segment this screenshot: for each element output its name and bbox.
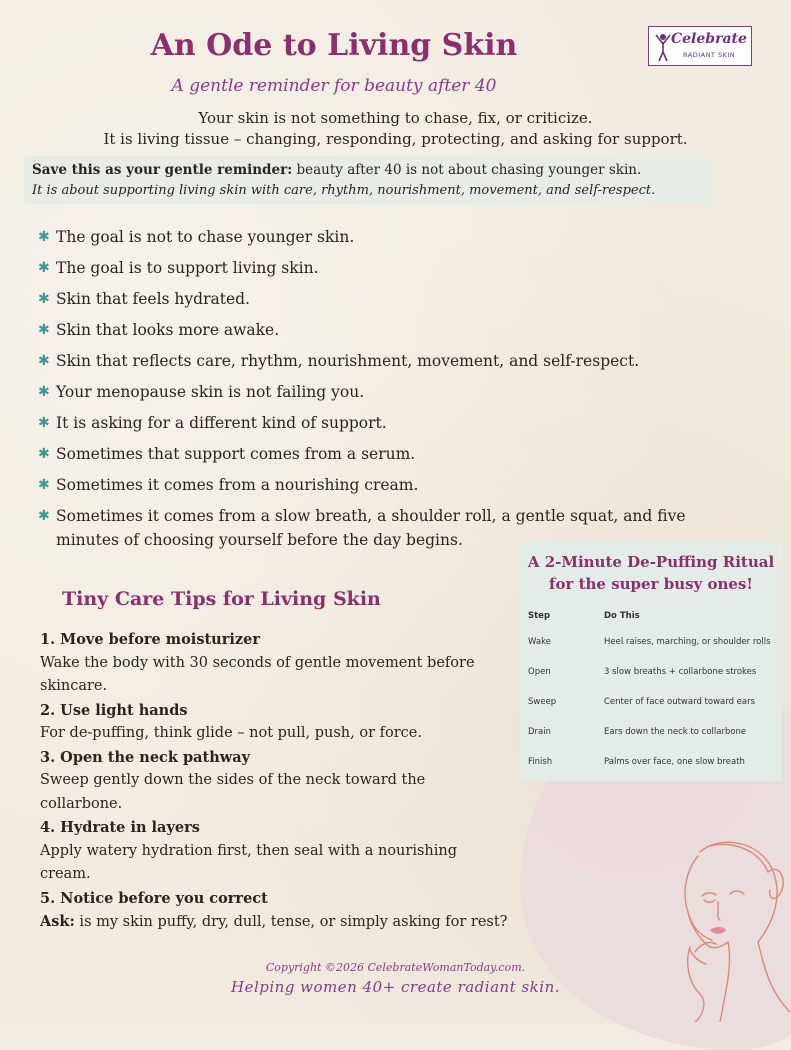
list-item [38,439,698,470]
list-item [38,315,698,346]
list-item [38,253,698,284]
list-item [38,377,698,408]
list-item-continuation: minutes of choosing yourself before the day begins. [56,531,463,549]
list-item [38,346,698,377]
tip-heading: 5. Notice before you correct [40,889,268,907]
table-row [528,627,771,657]
page-subtitle: A gentle reminder for beauty after 40 [171,76,497,96]
step-cell: Wake [528,637,551,647]
tip-heading: 3. Open the neck pathway [40,748,251,766]
asterisk-icon: ✱ [38,260,50,276]
reminder-line [32,162,641,178]
action-cell: Heel raises, marching, or shoulder rolls [604,637,771,647]
list-item-text: Skin that reflects care, rhythm, nourishment, movement, and self-respect. [56,352,640,370]
asterisk-icon: ✱ [38,477,50,493]
ritual-title-line: A 2-Minute De-Puffing Ritual [527,553,775,571]
table-row [528,747,771,777]
list-item [38,284,698,315]
tip-text [40,910,510,935]
list-item-text: Your menopause skin is not failing you. [56,383,365,401]
tip-heading: 4. Hydrate in layers [40,819,200,836]
tips-list [40,628,510,935]
tip-heading: 2. Use light hands [40,701,188,719]
asterisk-icon: ✱ [38,291,50,307]
list-item [38,408,698,439]
brand-logo [648,26,752,66]
celebrate-figure-icon [655,32,671,62]
asterisk-icon: ✱ [38,322,50,338]
list-item-text: Sometimes it comes from a slow breath, a shoulder roll, a gentle squat, and five [56,507,686,525]
reminder-text: beauty after 40 is not about chasing younger skin. [292,162,642,178]
asterisk-icon: ✱ [38,384,50,400]
table-row [528,657,771,687]
ritual-title-line: for the super busy ones! [549,575,753,593]
ask-label: Ask: [40,913,75,930]
reminder-box [24,156,714,204]
list-item-text: Sometimes it comes from a nourishing cream. [56,476,419,494]
tip-heading: 1. Move before moisturizer [40,631,260,648]
step-cell: Open [528,667,551,677]
list-item-text: The goal is to support living skin. [56,259,319,277]
logo-brand-text: Celebrate [671,31,747,47]
tip-text: Wake the body with 30 seconds of gentle movement before skincare. [40,654,475,694]
action-cell: Center of face outward toward ears [604,697,756,707]
intro-line: Your skin is not something to chase, fix, or criticize. [198,109,593,127]
ritual-table [528,605,771,777]
intro [0,108,791,150]
ritual-panel [520,541,782,781]
intro-line: It is living tissue – changing, responding, protecting, and asking for support. [103,130,688,148]
list-item [38,222,698,253]
copyright-text: Copyright ©2026 CelebrateWomanToday.com. [265,961,526,974]
column-header-do: Do This [604,611,640,621]
table-row [528,717,771,747]
tip-text: Sweep gently down the sides of the neck toward the collarbone. [40,772,426,812]
step-cell: Sweep [528,697,557,707]
table-row [528,687,771,717]
action-cell: Palms over face, one slow breath [604,757,745,767]
affirmation-list [38,222,698,532]
table-header-row [528,605,771,627]
asterisk-icon: ✱ [38,353,50,369]
list-item-text: Sometimes that support comes from a serum. [56,445,416,463]
tagline-text: Helping women 40+ create radiant skin. [231,978,560,996]
asterisk-icon: ✱ [38,229,50,245]
asterisk-icon: ✱ [38,415,50,431]
list-item [38,501,698,532]
column-header-step: Step [528,611,551,621]
page-title: An Ode to Living Skin [150,28,518,63]
asterisk-icon: ✱ [38,446,50,462]
ask-text: is my skin puffy, dry, dull, tense, or simply asking for rest? [74,914,508,930]
list-item-text: The goal is not to chase younger skin. [56,228,355,246]
logo-sub-text: RADIANT SKIN [683,51,736,59]
ritual-title [520,551,782,595]
tips-title: Tiny Care Tips for Living Skin [62,588,381,610]
asterisk-icon: ✱ [38,508,50,524]
list-item-text: Skin that feels hydrated. [56,290,250,308]
lips [710,927,726,934]
action-cell: 3 slow breaths + collarbone strokes [604,667,757,677]
list-item [38,470,698,501]
list-item-text: Skin that looks more awake. [56,321,280,339]
step-cell: Finish [528,757,553,767]
tip-text: For de-puffing, think glide – not pull, push, or force. [40,725,422,741]
action-cell: Ears down the neck to collarbone [604,727,747,737]
list-item-text: It is asking for a different kind of support. [56,414,387,432]
reminder-italic: It is about supporting living skin with care, rhythm, nourishment, movement, and self-respect. [32,183,656,198]
tip-text: Apply watery hydration first, then seal with a nourishing cream. [40,842,457,882]
reminder-bold: Save this as your gentle reminder: [32,162,293,178]
step-cell: Drain [528,727,551,737]
